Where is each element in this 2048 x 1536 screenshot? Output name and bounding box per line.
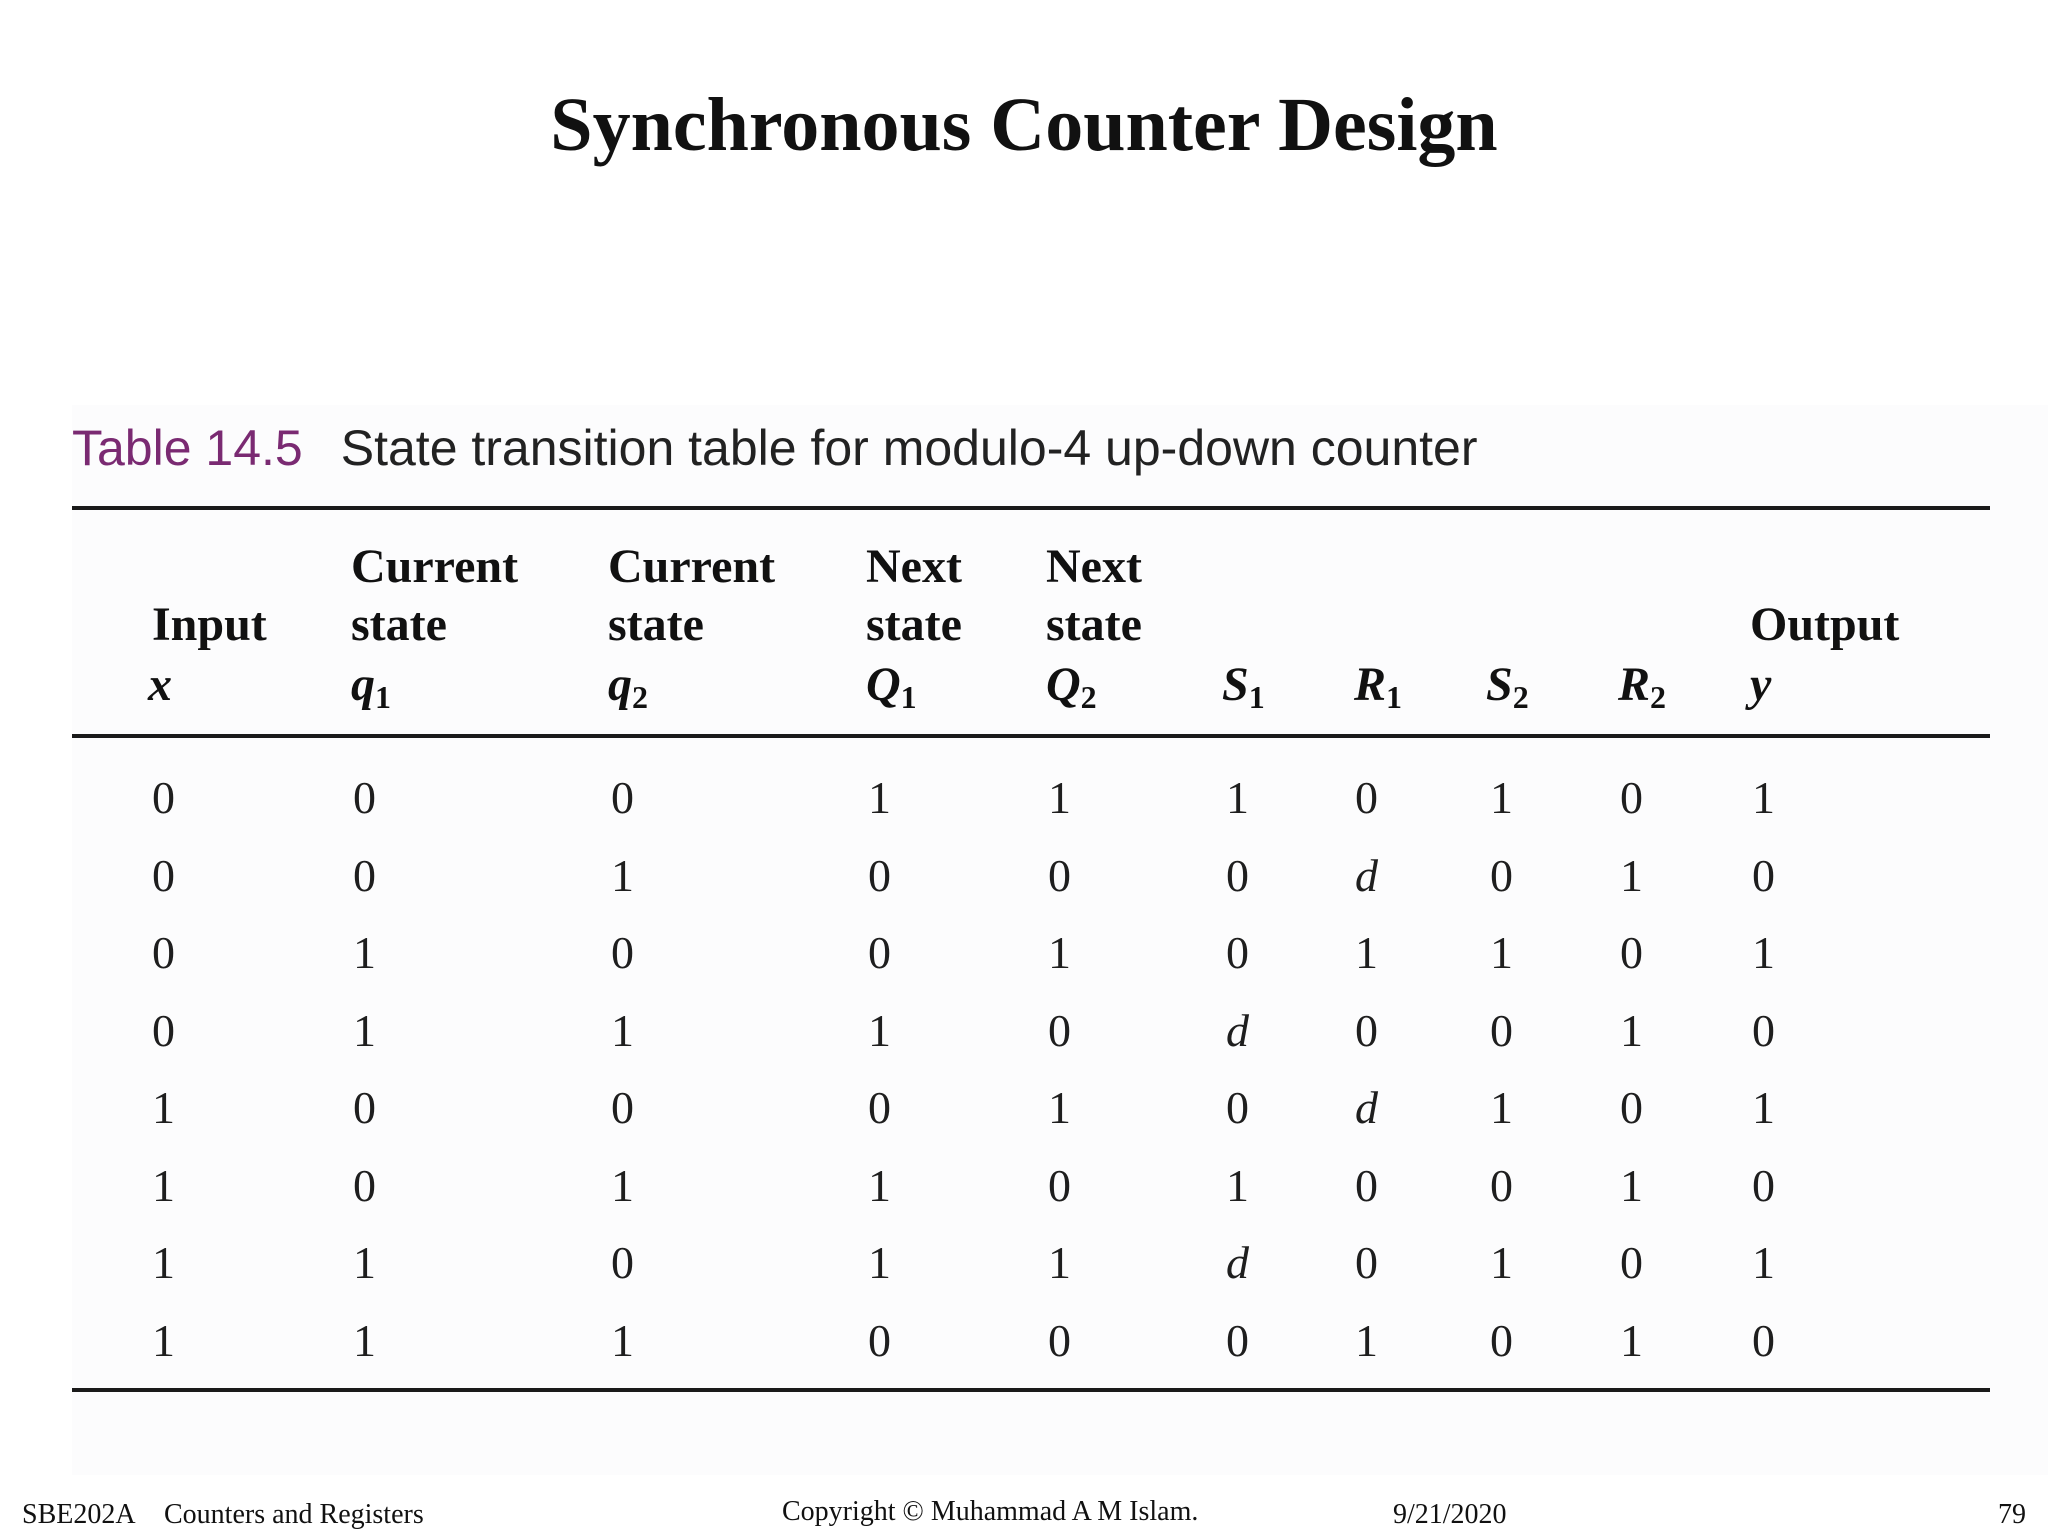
cell-R1: 0: [1355, 1237, 1378, 1288]
footer-topic: Counters and Registers: [164, 1499, 424, 1530]
header-Q1-symbol: $Q_1$: [866, 658, 917, 715]
header-S2-symbol: $S_2$: [1486, 658, 1529, 715]
header-output-symbol: y: [1750, 658, 1772, 711]
cell-S2: 0: [1490, 1005, 1513, 1056]
footer-course: SBE202A: [22, 1499, 136, 1530]
header-output-label: Output: [1750, 598, 1900, 651]
header-q1-line2: state: [351, 598, 447, 651]
cell-R1: 0: [1355, 772, 1378, 823]
cell-output-y: 1: [1752, 772, 1775, 823]
cell-q1: 1: [353, 1315, 376, 1366]
cell-q1: 0: [353, 772, 376, 823]
cell-input-x: 1: [152, 1237, 175, 1288]
cell-output-y: 1: [1752, 1082, 1775, 1133]
cell-R1: 0: [1355, 1005, 1378, 1056]
cell-S1: 0: [1226, 1082, 1249, 1133]
header-input-label: Input: [152, 598, 267, 651]
cell-input-x: 0: [152, 772, 175, 823]
cell-Q1: 0: [868, 1315, 891, 1366]
cell-R2: 0: [1620, 927, 1643, 978]
cell-Q2: 0: [1048, 1315, 1071, 1366]
table-header-rule: [72, 734, 1990, 738]
cell-S1: 0: [1226, 850, 1249, 901]
cell-q1: 0: [353, 1160, 376, 1211]
cell-R2: 1: [1620, 1005, 1643, 1056]
header-Q2-line2: state: [1046, 598, 1142, 651]
cell-R1: d: [1355, 850, 1378, 901]
cell-Q2: 0: [1048, 850, 1071, 901]
cell-S1: d: [1226, 1005, 1249, 1056]
cell-S1: d: [1226, 1237, 1249, 1288]
cell-input-x: 1: [152, 1160, 175, 1211]
cell-q1: 1: [353, 1005, 376, 1056]
cell-Q2: 0: [1048, 1005, 1071, 1056]
cell-Q1: 0: [868, 927, 891, 978]
cell-S1: 0: [1226, 1315, 1249, 1366]
cell-q2: 1: [611, 1160, 634, 1211]
cell-q1: 1: [353, 1237, 376, 1288]
cell-q1: 1: [353, 927, 376, 978]
cell-R2: 0: [1620, 772, 1643, 823]
cell-S2: 0: [1490, 850, 1513, 901]
header-R1-symbol: $R_1$: [1354, 658, 1403, 715]
header-Q1-line1: Next: [866, 540, 962, 593]
cell-q2: 0: [611, 772, 634, 823]
cell-Q2: 1: [1048, 772, 1071, 823]
cell-R2: 1: [1620, 1315, 1643, 1366]
cell-R2: 0: [1620, 1237, 1643, 1288]
cell-input-x: 0: [152, 927, 175, 978]
table-caption-text: State transition table for modulo-4 up-down counter: [340, 420, 1478, 476]
cell-R1: 1: [1355, 1315, 1378, 1366]
cell-Q2: 1: [1048, 927, 1071, 978]
header-q2-line1: Current: [608, 540, 776, 593]
footer-date: 9/21/2020: [1393, 1499, 1507, 1530]
cell-R2: 0: [1620, 1082, 1643, 1133]
cell-Q2: 1: [1048, 1237, 1071, 1288]
cell-q2: 0: [611, 927, 634, 978]
cell-S2: 1: [1490, 927, 1513, 978]
cell-S1: 1: [1226, 772, 1249, 823]
cell-Q1: 1: [868, 1160, 891, 1211]
cell-S2: 1: [1490, 1237, 1513, 1288]
cell-q2: 1: [611, 1005, 634, 1056]
cell-q1: 0: [353, 850, 376, 901]
cell-Q1: 1: [868, 772, 891, 823]
cell-input-x: 0: [152, 1005, 175, 1056]
header-q1-line1: Current: [351, 540, 519, 593]
table-top-rule: [72, 506, 1990, 510]
header-q1-symbol: $q_1$: [351, 658, 391, 715]
cell-output-y: 0: [1752, 1005, 1775, 1056]
cell-output-y: 0: [1752, 1315, 1775, 1366]
cell-S2: 1: [1490, 1082, 1513, 1133]
cell-Q2: 1: [1048, 1082, 1071, 1133]
cell-q2: 0: [611, 1082, 634, 1133]
cell-S1: 1: [1226, 1160, 1249, 1211]
cell-q2: 0: [611, 1237, 634, 1288]
cell-output-y: 1: [1752, 1237, 1775, 1288]
header-Q2-line1: Next: [1046, 540, 1142, 593]
slide-title: Synchronous Counter Design: [550, 83, 1498, 167]
cell-Q1: 0: [868, 1082, 891, 1133]
cell-q2: 1: [611, 850, 634, 901]
header-R2-symbol: $R_2$: [1618, 658, 1667, 715]
cell-Q1: 1: [868, 1005, 891, 1056]
header-input-symbol: x: [148, 658, 172, 711]
cell-Q1: 0: [868, 850, 891, 901]
cell-output-y: 0: [1752, 1160, 1775, 1211]
footer-page-number: 79: [1998, 1499, 2026, 1530]
footer-copyright: Copyright © Muhammad A M Islam.: [782, 1496, 1199, 1527]
header-q2-symbol: $q_2$: [608, 658, 648, 715]
cell-S2: 0: [1490, 1160, 1513, 1211]
cell-S2: 1: [1490, 772, 1513, 823]
cell-R1: d: [1355, 1082, 1378, 1133]
cell-Q2: 0: [1048, 1160, 1071, 1211]
cell-q1: 0: [353, 1082, 376, 1133]
cell-Q1: 1: [868, 1237, 891, 1288]
header-Q2-symbol: $Q_2$: [1046, 658, 1097, 715]
cell-R2: 1: [1620, 1160, 1643, 1211]
header-S1-symbol: $S_1$: [1222, 658, 1265, 715]
cell-q2: 1: [611, 1315, 634, 1366]
cell-S2: 0: [1490, 1315, 1513, 1366]
cell-R1: 0: [1355, 1160, 1378, 1211]
cell-R1: 1: [1355, 927, 1378, 978]
cell-input-x: 1: [152, 1315, 175, 1366]
table-bottom-rule: [72, 1388, 1990, 1392]
cell-output-y: 0: [1752, 850, 1775, 901]
header-q2-line2: state: [608, 598, 704, 651]
header-Q1-line2: state: [866, 598, 962, 651]
cell-input-x: 1: [152, 1082, 175, 1133]
table-caption: [72, 418, 1478, 478]
cell-input-x: 0: [152, 850, 175, 901]
cell-S1: 0: [1226, 927, 1249, 978]
cell-R2: 1: [1620, 850, 1643, 901]
cell-output-y: 1: [1752, 927, 1775, 978]
table-number: Table 14.5: [72, 420, 303, 476]
